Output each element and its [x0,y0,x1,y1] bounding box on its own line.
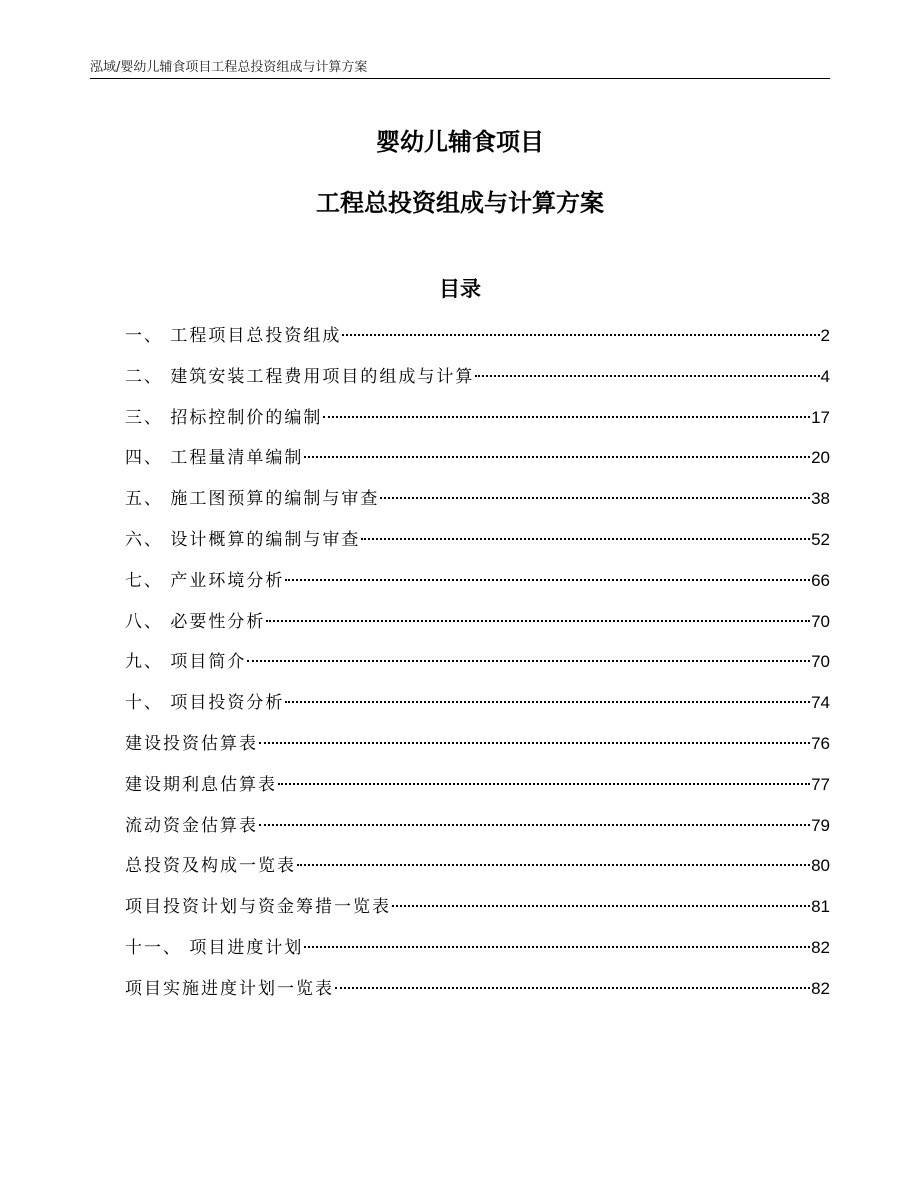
toc-entry-label: 建设投资估算表 [125,733,258,754]
toc-entry-label: 一、 工程项目总投资组成 [125,326,342,346]
toc-heading: 目录 [439,277,481,301]
toc-entry[interactable] [125,730,830,771]
toc-entry-label: 六、 设计概算的编制与审查 [125,529,361,550]
toc-leader-dots [342,334,819,336]
toc-entry-page: 82 [811,978,830,998]
toc-entry-label: 十、 项目投资分析 [125,693,285,714]
toc-entry-label: 总投资及构成一览表 [125,856,296,877]
toc-entry[interactable] [125,934,830,975]
toc-leader-dots [304,456,810,458]
toc-entry[interactable] [125,526,830,567]
toc-leader-dots [361,538,810,540]
toc-entry-page: 76 [811,733,830,753]
toc-entry[interactable] [125,893,830,934]
toc-entry[interactable] [125,363,830,404]
toc-entry[interactable] [125,689,830,730]
toc-entry[interactable] [125,567,830,608]
toc-entry-page: 80 [811,856,830,876]
toc-leader-dots [323,416,810,418]
toc-leader-dots [380,497,810,499]
toc-entry-label: 建设期利息估算表 [125,774,277,795]
toc-leader-dots [285,579,810,581]
toc-entry[interactable] [125,648,830,689]
toc-entry[interactable] [125,485,830,526]
toc-entry-page: 79 [811,815,830,835]
toc-entry-label: 项目实施进度计划一览表 [125,978,334,999]
toc-entry-label: 流动资金估算表 [125,815,258,836]
toc-entry-page: 38 [811,489,830,509]
toc-leader-dots [304,946,810,948]
toc-entry-page: 81 [811,897,830,917]
toc-entry-label: 十一、 项目进度计划 [125,937,304,958]
toc-entry-page: 70 [811,652,830,672]
toc-entry[interactable] [125,322,830,363]
toc-entry-label: 四、 工程量清单编制 [125,448,304,469]
toc-entry-page: 4 [820,366,830,386]
toc-entry[interactable] [125,404,830,445]
toc-entry[interactable] [125,812,830,853]
document-title-line-1: 婴幼儿辅食项目 [376,128,544,156]
toc-leader-dots [259,742,810,744]
toc-leader-dots [247,660,810,662]
toc-entry-page: 20 [811,448,830,468]
toc-leader-dots [335,987,810,989]
toc-leader-dots [475,375,819,377]
toc-leader-dots [297,864,810,866]
toc-entry-label: 七、 产业环境分析 [125,570,285,591]
toc-leader-dots [278,783,810,785]
toc-entry-page: 66 [811,570,830,590]
toc-entry-label: 项目投资计划与资金筹措一览表 [125,897,391,918]
toc-entry-page: 2 [820,326,830,345]
toc-entry-page: 70 [811,611,830,631]
toc-entry-label: 三、 招标控制价的编制 [125,407,323,428]
header-divider [90,78,830,79]
toc-entry-page: 74 [811,693,830,713]
toc-entry-page: 77 [811,774,830,794]
toc-leader-dots [266,620,810,622]
running-header: 泓域/婴幼儿辅食项目工程总投资组成与计算方案 [90,60,368,75]
toc-leader-dots [259,824,810,826]
toc-leader-dots [285,701,810,703]
toc-entry[interactable] [125,444,830,485]
toc-entry-label: 五、 施工图预算的编制与审查 [125,489,380,510]
document-title-line-2: 工程总投资组成与计算方案 [316,189,604,217]
toc-entry-page: 17 [811,407,830,427]
toc-entry[interactable] [125,852,830,893]
toc-entry-label: 八、 必要性分析 [125,611,266,632]
toc-leader-dots [392,905,810,907]
toc-entry-label: 九、 项目简介 [125,652,247,673]
toc-entry[interactable] [125,975,830,1016]
toc-entry[interactable] [125,608,830,649]
toc-entry-page: 82 [811,937,830,957]
table-of-contents [125,322,830,1016]
toc-entry-label: 二、 建筑安装工程费用项目的组成与计算 [125,366,475,387]
toc-entry[interactable] [125,771,830,812]
toc-entry-page: 52 [811,529,830,549]
